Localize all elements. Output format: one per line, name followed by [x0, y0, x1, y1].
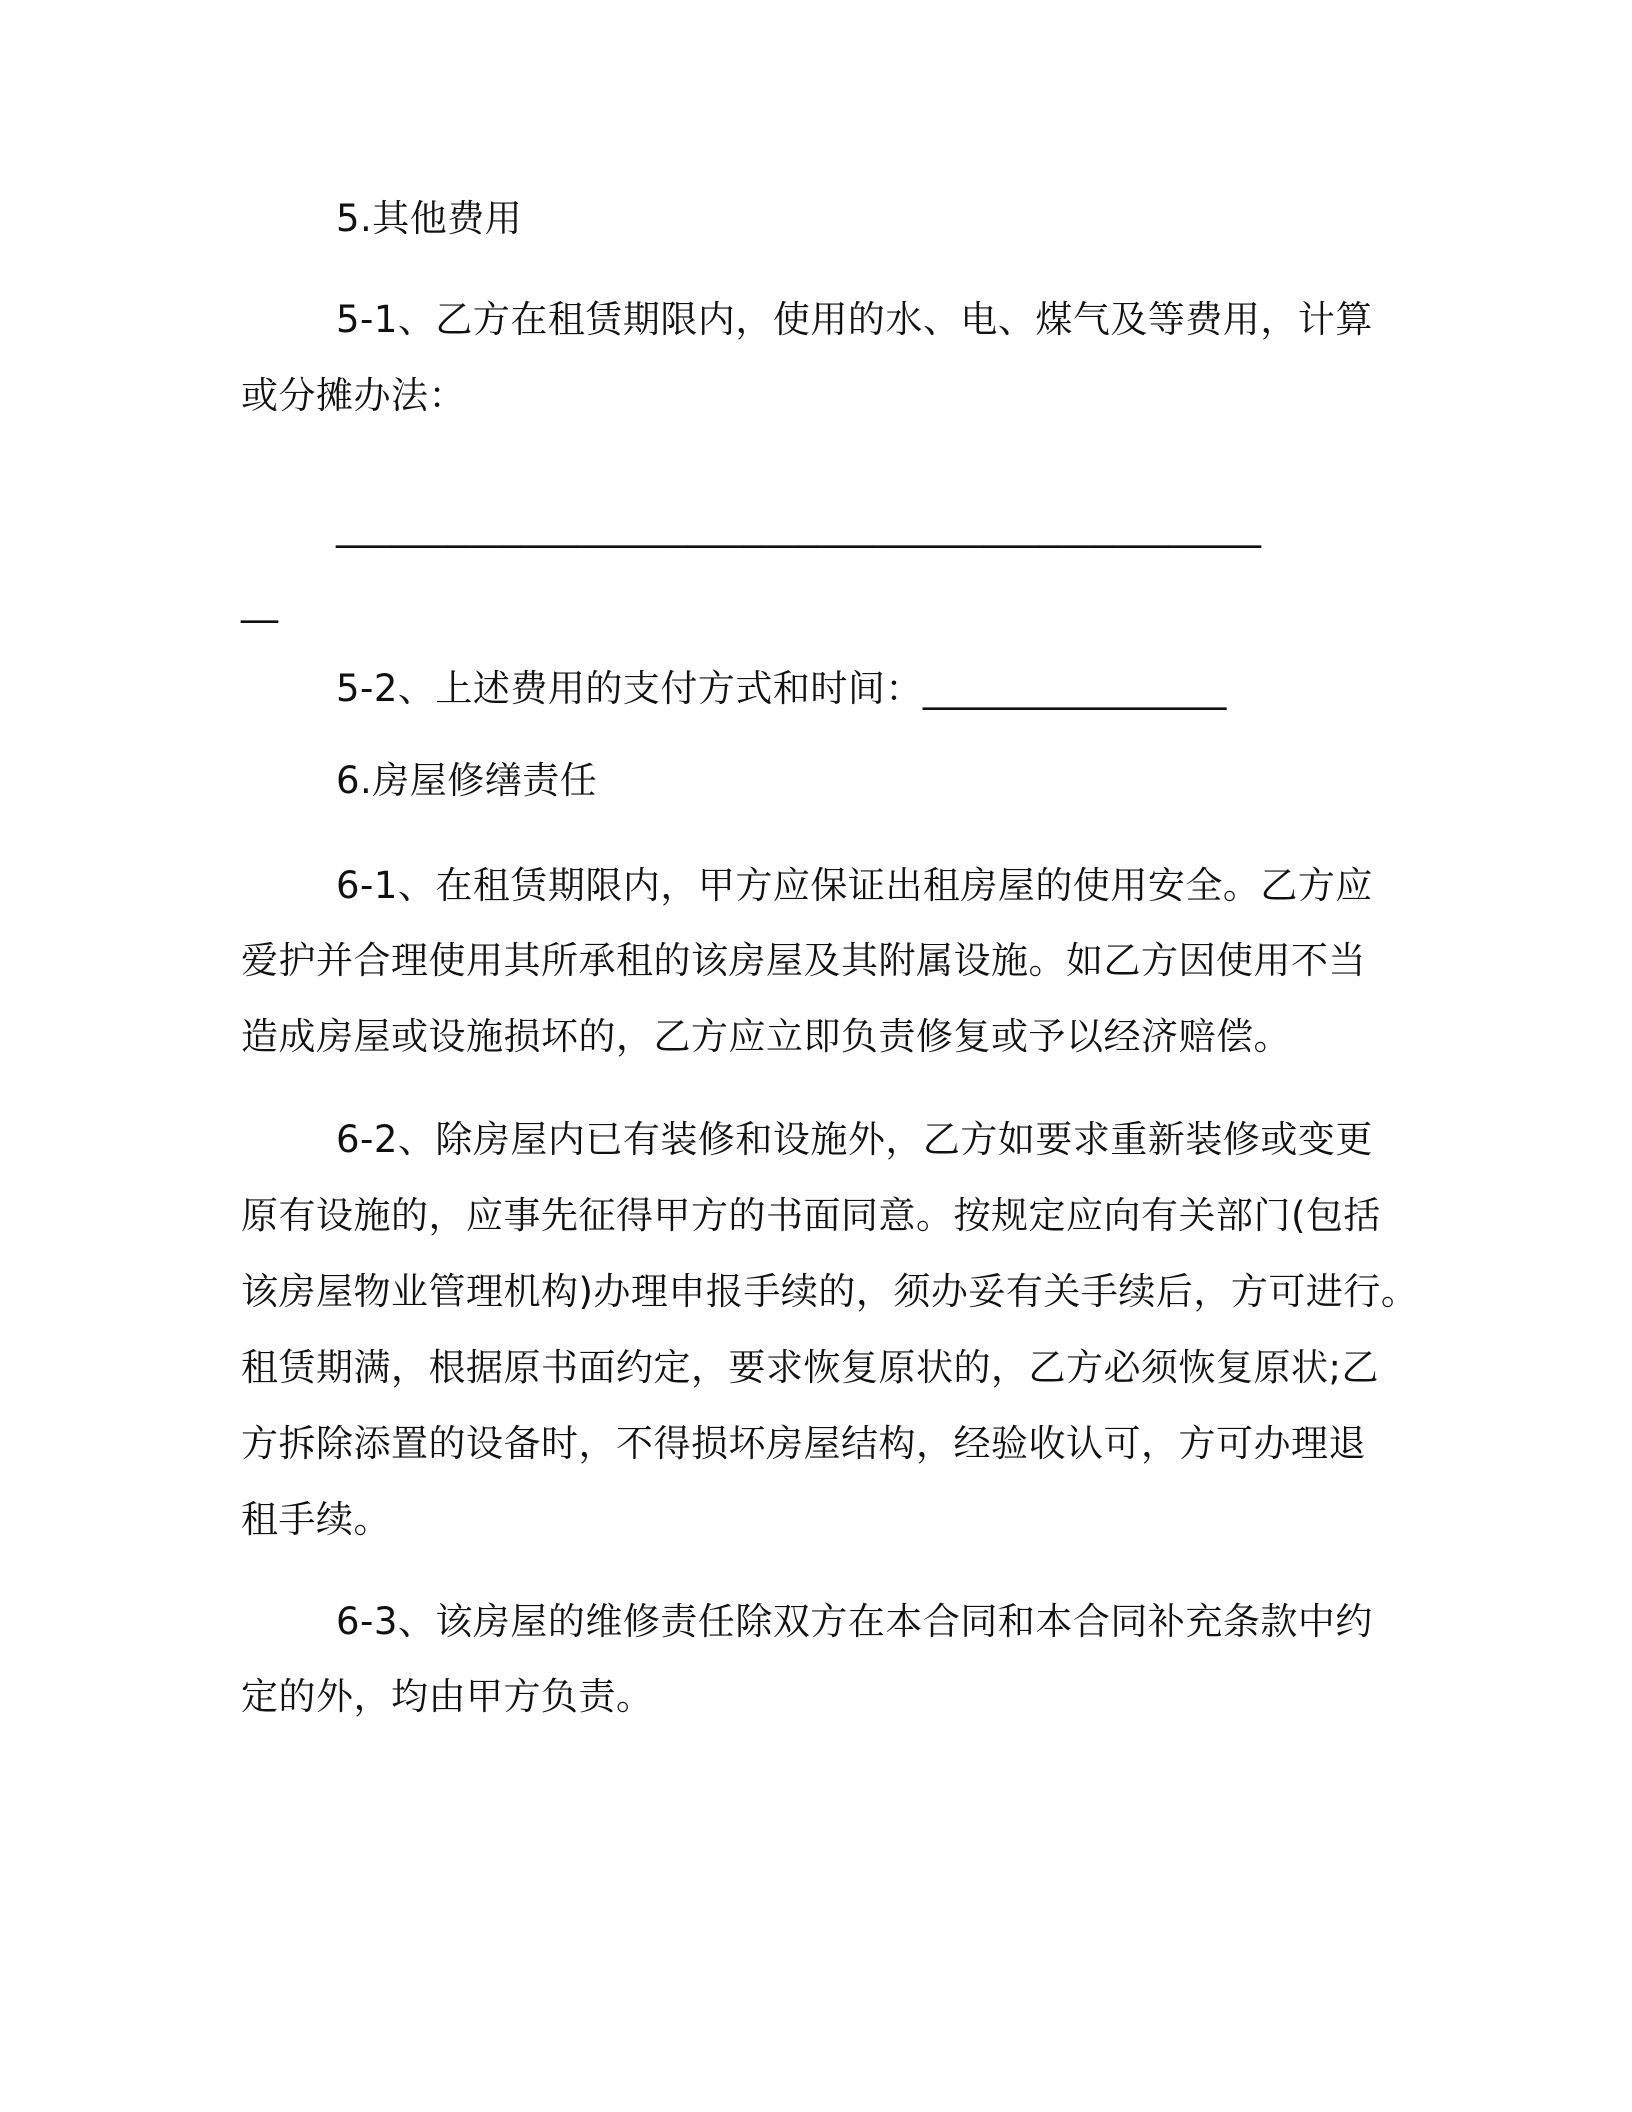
fill-in-blank-line-2: __: [241, 580, 278, 623]
clause-6-1-line-2: 爱护并合理使用其所承租的该房屋及其附属设施。如乙方因使用不当: [241, 939, 1366, 982]
clause-6-2-line-6: 租手续。: [241, 1498, 391, 1541]
clause-6-2-line-3: 该房屋物业管理机构)办理申报手续的，须办妥有关手续后，方可进行。: [241, 1270, 1419, 1313]
clause-6-2-line-5: 方拆除添置的设备时，不得损坏房屋结构，经验收认可，方可办理退: [241, 1422, 1366, 1465]
section-heading-5: 5.其他费用: [336, 197, 523, 240]
clause-6-2-line-4: 租赁期满，根据原书面约定，要求恢复原状的，乙方必须恢复原状;乙: [241, 1346, 1379, 1389]
section-heading-6: 6.房屋修缮责任: [336, 759, 598, 802]
clause-6-3-line-1: 6-3、该房屋的维修责任除双方在本合同和本合同补充条款中约: [336, 1600, 1373, 1643]
clause-5-1-line-2: 或分摊办法：: [241, 374, 466, 417]
clause-6-3-line-2: 定的外，均由甲方负责。: [241, 1675, 654, 1718]
clause-5-2: 5-2、上述费用的支付方式和时间：________________: [336, 667, 1227, 710]
clause-6-1-line-3: 造成房屋或设施损坏的，乙方应立即负责修复或予以经济赔偿。: [241, 1015, 1291, 1058]
clause-5-1-line-1: 5-1、乙方在租赁期限内，使用的水、电、煤气及等费用，计算: [336, 298, 1373, 341]
clause-6-2-line-1: 6-2、除房屋内已有装修和设施外，乙方如要求重新装修或变更: [336, 1118, 1373, 1161]
clause-6-1-line-1: 6-1、在租赁期限内，甲方应保证出租房屋的使用安全。乙方应: [336, 864, 1373, 907]
clause-6-2-line-2: 原有设施的，应事先征得甲方的书面同意。按规定应向有关部门(包括: [241, 1194, 1381, 1237]
fill-in-blank-line-1: __________________________________________________: [336, 505, 1261, 548]
